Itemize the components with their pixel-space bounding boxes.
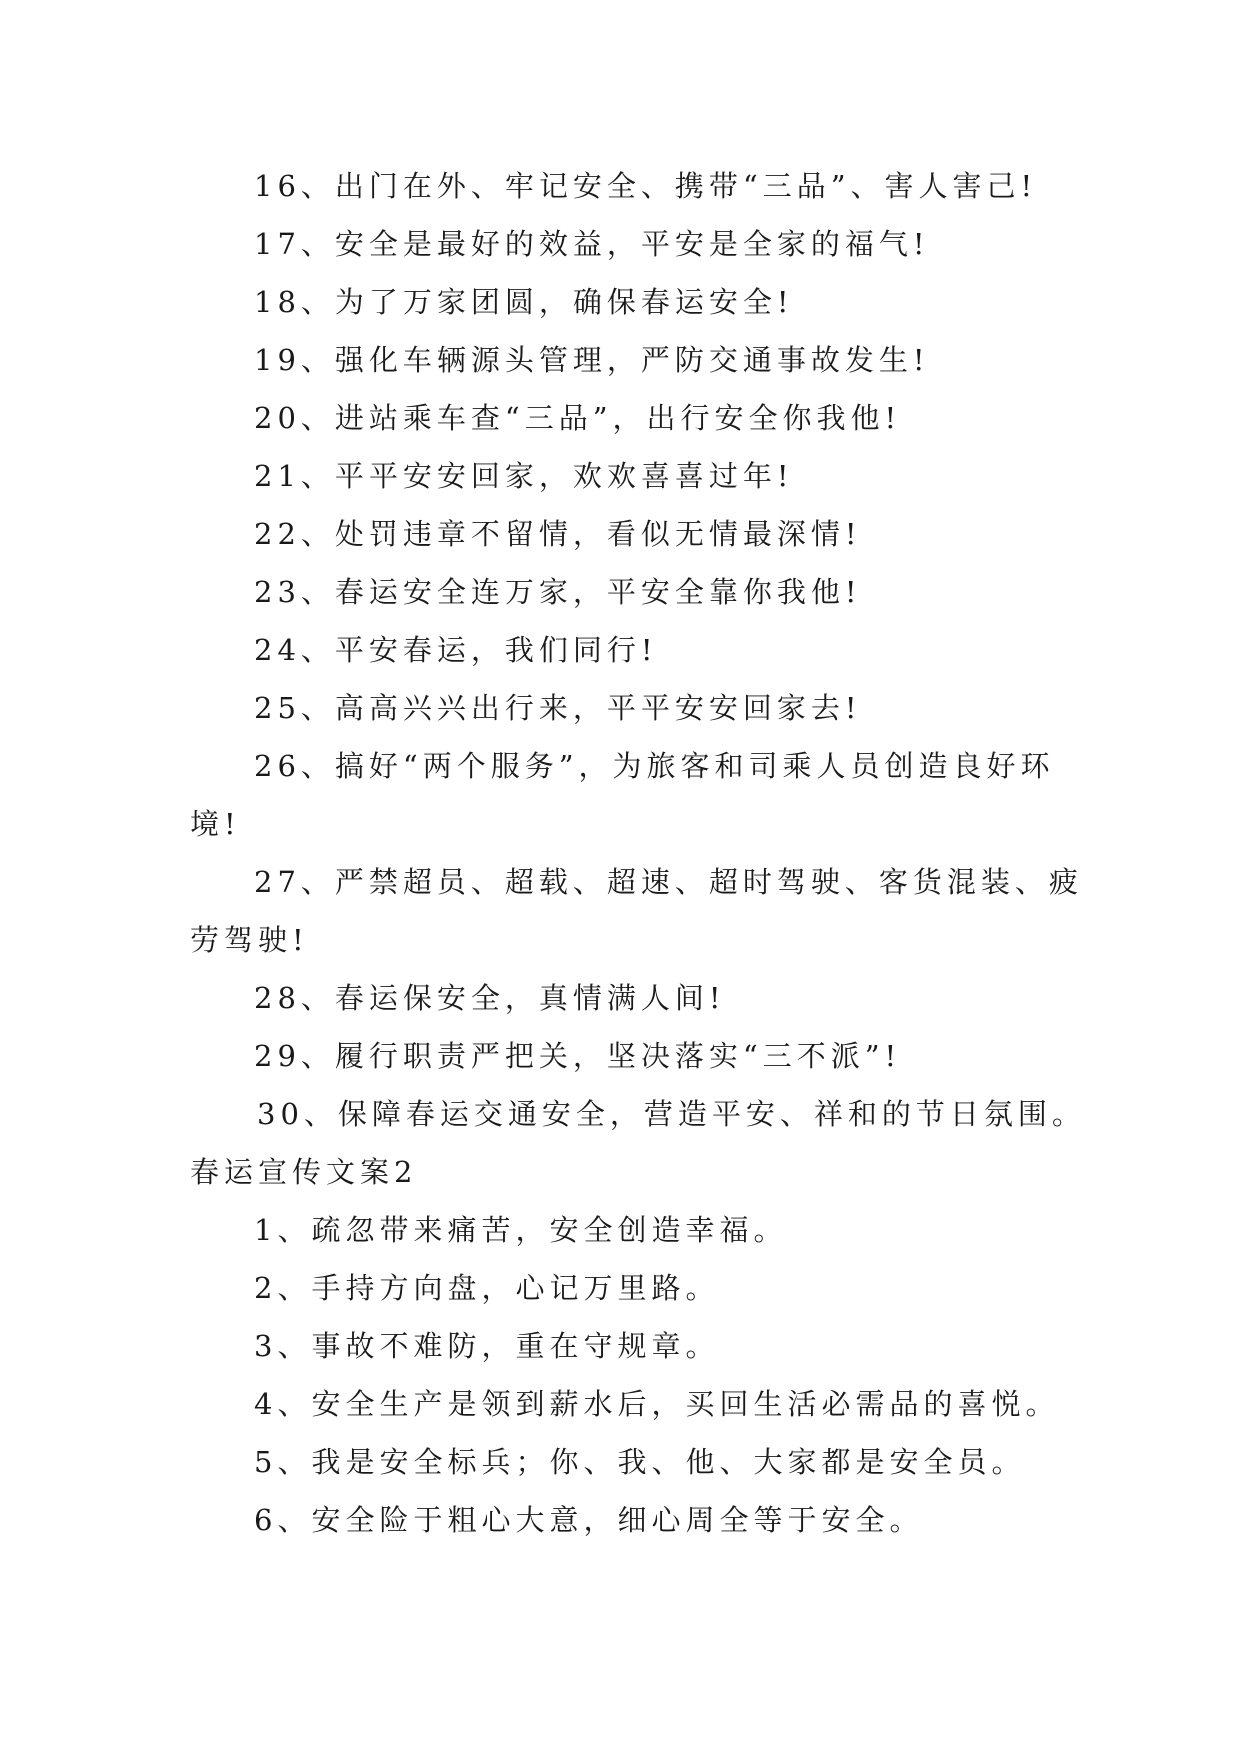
slogan-6: 6、安全险于粗心大意，细心周全等于安全。 bbox=[254, 1503, 924, 1537]
slogan-26-cont: 境! bbox=[190, 807, 241, 841]
slogan-16: 16、出门在外、牢记安全、携带“三品”、害人害己! bbox=[254, 169, 1038, 203]
slogan-2: 2、手持方向盘，心记万里路。 bbox=[254, 1271, 720, 1305]
slogan-17: 17、安全是最好的效益，平安是全家的福气! bbox=[254, 227, 930, 261]
slogan-27-cont: 劳驾驶! bbox=[190, 923, 309, 957]
slogan-26: 26、搞好“两个服务”，为旅客和司乘人员创造良好环 bbox=[254, 749, 1055, 783]
slogan-18: 18、为了万家团圆，确保春运安全! bbox=[254, 285, 794, 319]
slogan-30: 30、保障春运交通安全，营造平安、祥和的节日氛围。 bbox=[257, 1097, 1086, 1131]
slogan-29: 29、履行职责严把关，坚决落实“三不派”! bbox=[254, 1039, 902, 1073]
slogan-4: 4、安全生产是领到薪水后，买回生活必需品的喜悦。 bbox=[254, 1387, 1060, 1421]
slogan-20: 20、进站乘车查“三品”，出行安全你我他! bbox=[254, 401, 902, 435]
slogan-3: 3、事故不难防，重在守规章。 bbox=[254, 1329, 720, 1363]
slogan-5: 5、我是安全标兵；你、我、他、大家都是安全员。 bbox=[254, 1445, 1026, 1479]
slogan-27: 27、严禁超员、超载、超速、超时驾驶、客货混装、疲 bbox=[254, 865, 1083, 899]
slogan-28: 28、春运保安全，真情满人间! bbox=[254, 981, 726, 1015]
section-heading: 春运宣传文案2 bbox=[190, 1155, 418, 1189]
slogan-21: 21、平平安安回家，欢欢喜喜过年! bbox=[254, 459, 794, 493]
slogan-24: 24、平安春运，我们同行! bbox=[254, 633, 658, 667]
slogan-23: 23、春运安全连万家，平安全靠你我他! bbox=[254, 575, 862, 609]
slogan-25: 25、高高兴兴出行来，平平安安回家去! bbox=[254, 691, 862, 725]
slogan-22: 22、处罚违章不留情，看似无情最深情! bbox=[254, 517, 862, 551]
slogan-19: 19、强化车辆源头管理，严防交通事故发生! bbox=[254, 343, 930, 377]
slogan-1: 1、疏忽带来痛苦，安全创造幸福。 bbox=[254, 1213, 788, 1247]
